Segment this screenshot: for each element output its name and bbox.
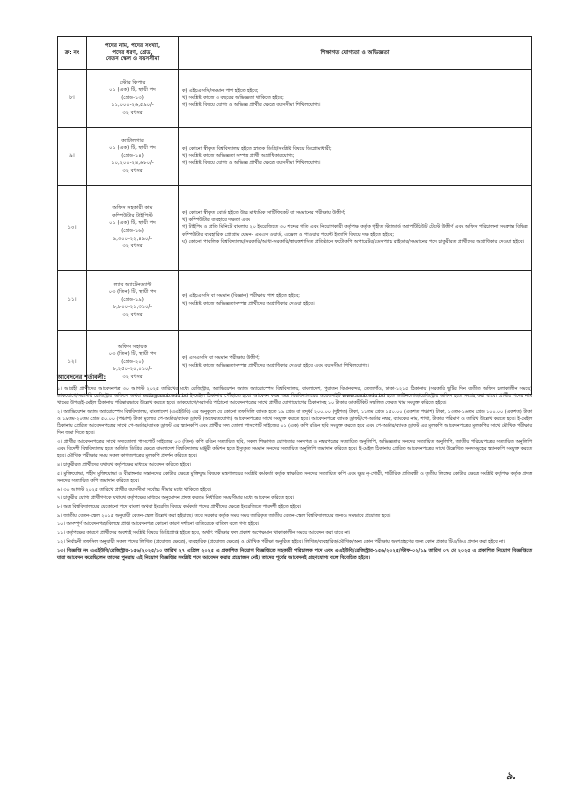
qualification-item: খ) সংশ্লিষ্ট কাজে অভিজ্ঞতাসম্পন্ন প্রার্থীদের অগ্রাধিকার দেওয়া হইবে এবং বয়সসীমা শিথিলযোগ্য।: [182, 362, 369, 369]
qualification-item: গ) টাইপিং ও প্রতি মিনিটে বাংলায় ২০ ইংরেজিতে ৩০ শব্দের গতি এবং নিয়োগকারী কর্তৃপক্ষ কর্তৃক গৃহীত স্ট্যান্ডার্ড অ্যাপটিচিউট টেস্টে উত্তীর্ণ এবং অফিস পরিচালনা সংক্রান্ত বিভিন্ন কম্পিউটার ব্যবহারিক প্রোগ্রাম যেমন- এমএস ওয়ার্ড, এক্সেল ও পাওয়ার পয়েন্ট ইত্যাদি বিষয়ে দক্ষ হইতে হইবে;: [182, 224, 528, 238]
post-name: ক্যাটালগার: [121, 137, 144, 144]
terms-title: আবেদনের শর্তাবলী:: [57, 374, 107, 381]
qualification-cell: [179, 186, 532, 271]
serial-cell: ৮।: [58, 70, 87, 128]
post-count: ০১ (এক) টি, স্থায়ী পদ: [109, 87, 156, 94]
post-name: স্টোর কিপার: [119, 79, 146, 86]
post-name-line2: কম্পিউটার টাইপিস্ট: [112, 212, 153, 219]
post-name: অফিস সহকারী কাম: [112, 205, 153, 212]
qualification-item: খ) সংশ্লিষ্ট কাজে ৩ বছরের অভিজ্ঞতা থাকিতে হইবে;: [182, 94, 284, 101]
term-item: ৬। ৩০ আগস্ট ২০২৫ তারিখে প্রার্থীর বয়সসীমা সর্বোচ্চ সীমার মধ্যে থাকিতে হইবে।: [57, 487, 212, 493]
post-name: ল্যাব অ্যাটেনড্যান্ট: [113, 281, 152, 288]
posts-table: [57, 36, 532, 395]
term-item: ১২। নির্বাচনী তফসিল অনুযায়ী সকল পদের লিখিত (প্রযোজ্য ক্ষেত্রে), ব্যবহারিক (প্রযোজ্য ক্ষেত্রে) ও মৌখিক পরীক্ষা অনুষ্ঠিত হইবে। লিখিত/ব্যবহারিক/মৌখিক/অন্য কোন পরীক্ষায় অংশগ্রহণের জন্য কোন প্রকার টিএ/ডিএ প্রদান করা হইবে না।: [57, 539, 506, 545]
post-grade: (গ্রেড-১৩): [121, 94, 144, 101]
post-count: ০১ (এক) টি, স্থায়ী পদ: [109, 145, 156, 152]
term-item: ৮। অত্র বিশ্ববিদ্যালয়ের যেকোনো পদে বাংলা অথবা ইংরেজি বিষয়ে কর্মকর্তা পদের প্রার্থীদের ক্ষেত্রে ইংরেজিতে পারদর্শী হইতে হইবে।: [57, 505, 302, 511]
serial-cell: ১২।: [58, 331, 87, 395]
qualification-cell: [179, 128, 532, 186]
application-terms: [57, 372, 532, 564]
qualification-cell: [179, 271, 532, 331]
qualification-item: ক) কোনো স্বীকৃত বিশ্ববিদ্যালয় হইতে স্নাতক ডিগ্রি/সংশ্লিষ্ট বিষয়ে ডিপ্লোমাধারী;: [182, 145, 332, 152]
term-item: ৩। প্রার্থীর আবেদনপত্রের সাথে সদ্যতোলা পাসপোর্ট সাইজের ০৩ (তিন) কপি রঙিন সত্যায়িত ছবি, সকল শিক্ষাগত যোগ্যতার সনদপত্র ও নম্বরপত্রের সত্যায়িত অনুলিপি, অভিজ্ঞতার সনদের সত্যায়িত অনুলিপি, জাতীয় পরিচয়পত্রের সত্যায়িত অনুলিপি এবং বিদেশী বিশ্ববিদ্যালয় হতে অর্জিত ডিগ্রির ক্ষেত্রে বাংলাদেশ বিশ্ববিদ্যালয় মঞ্জুরী কমিশন হতে ইস্যুকৃত সমমান সনদের সত্যায়িত অনুলিপি জমাদান করিতে হবে। ই-মেইল ঠিকানায় প্রেরিত আবেদনপত্রের সাথে উল্লেখিত সনদসমূহের স্ক্যানকপি সংযুক্ত করতে হবে। মৌখিক পরীক্ষার সময় সকল কাগজপত্রের মূলকপি প্রদর্শন করিতে হবে।: [57, 440, 532, 460]
post-grade: (গ্রেড-১৬): [121, 228, 144, 234]
header-post: [87, 37, 179, 70]
post-name: অফিস সহায়ক: [117, 343, 148, 350]
post-age: ৩২ বৎসর: [122, 311, 143, 318]
serial-cell: ৯।: [58, 128, 87, 186]
qualification-item: ক) এইচএসসি বা সমমান (বিজ্ঞান) পরীক্ষায় পাশ হইতে হইবে;: [182, 293, 300, 300]
post-scale: ৮,২৫০-২০,০১০/-: [112, 366, 153, 373]
header-serial: ক্র: নং: [58, 37, 87, 70]
post-scale: ১০,২০০-২৪,৬৮০/-: [111, 160, 154, 167]
post-cell: [87, 128, 179, 186]
term-item: ৪। চাকুরীরত প্রার্থীদের যথাযথ কর্তৃপক্ষের মাধ্যমে আবেদন করিতে হইবে।: [57, 463, 192, 469]
term-item: ২। অ্যাভিয়েশন অ্যান্ড অ্যারোস্পেস বিশ্ববিদ্যালয়, বাংলাদেশ (এএইউবি) এর অনুকূলে যে কোনো তফসিলি ব্যাংক হতে ১৯ গ্রেড বা তদূর্ধ্ব ২০০.০০ (দুইশত) টাকা, ১১তম গ্রেড ১৫০.০০ (একশত পঞ্চাশ) টাকা, ১৩তম-১৬তম গ্রেড ১০০.০০ (একশত) টাকা ও ১৯তম-২০তম গ্রেড ৫০.০০ (পঞ্চাশ) টাকা মূল্যের পে-অর্ডার/ব্যাংক ড্রাফট (অফেরতযোগ্য) আবেদনপত্রের সাথে সংযুক্ত করতে হবে। আবেদনপত্রে ব্যাংক ড্রাফট/পে-অর্ডার নম্বর, ব্যাংকের নাম, শাখা, টাকার পরিমাণ ও তারিখ উল্লেখ করতে হবে। ই-মেইল ঠিকানায় প্রেরিত আবেদনপত্রের সাথে পে-অর্ডার/ব্যাংক ড্রাফট এর স্ক্যানকপি এবং প্রার্থীর সদ্য তোলা পাসপোর্ট সাইজের ০১ (এক) কপি রঙিন ছবি সংযুক্ত করতে হবে এবং পে-অর্ডার/ব্যাংক ড্রাফট এর মূলকপি আবেদনপত্রের মূলকপির সাথে মৌখিক পরীক্ষার দিন জমা দিতে হবে।: [57, 409, 532, 437]
header-post-line: বেতন স্কেল ও বয়সসীমা: [105, 56, 160, 63]
post-grade: (গ্রেড-১৯): [121, 296, 144, 303]
post-scale: ৮,৮০০-২১,৩১০/-: [112, 304, 153, 311]
term-item: ৭। চাকুরীর যোগ্য প্রার্থীগণকে যথাযথ কর্তৃপক্ষের মাধ্যমে অনুমোদন প্রদত্ত করতঃ নির্ধারিত সময়সীমার মধ্যে আবেদন করিতে হবে।: [57, 496, 295, 502]
post-grade: (গ্রেড-২০): [121, 358, 144, 365]
post-age: ৩২ বৎসর: [122, 373, 143, 380]
post-age: ৩২ বৎসর: [122, 243, 143, 250]
post-scale: ৯,৩০০-২২,৪৯০/-: [112, 235, 153, 242]
post-age: ৩২ বৎসর: [122, 167, 143, 174]
qualification-item: ক) এসএসসি বা সমমান পরীক্ষায় উত্তীর্ণ;: [182, 355, 260, 362]
header-post-line: পদের ধরণ, গ্রেড,: [112, 49, 153, 56]
post-scale: ১১,০০০-২৬,৫৯০/-: [111, 102, 154, 109]
qualification-item: খ) কম্পিউটার ব্যবহারে দক্ষতা এবং: [182, 217, 251, 224]
post-count: ০৩ (তিন) টি, স্থায়ী পদ: [108, 351, 157, 358]
qualification-item: ক) কোনো স্বীকৃত বোর্ড হইতে উচ্চ মাধ্যমিক সার্টিফিকেট বা সমমানের পরীক্ষায় উত্তীর্ণ;: [182, 210, 346, 217]
qualification-item: গ) সংশ্লিষ্ট বিষয়ে যোগ্য ও অভিজ্ঞ প্রার্থীর ক্ষেত্রে বয়সসীমা শিথিলযোগ্য।: [182, 102, 321, 109]
qualification-item: গ) সংশ্লিষ্ট বিষয়ে যোগ্য ও অভিজ্ঞ প্রার্থীর ক্ষেত্রে বয়সসীমা শিথিলযোগ্য।: [182, 160, 321, 167]
post-count: ০১ (এক) টি, স্থায়ী পদ: [109, 220, 156, 227]
table-row: [58, 186, 532, 271]
notice-paragraph: ১৩। বিজ্ঞপ্তি নং এএইউবি/রেজিস্ট্রার-১৫৬/২০২৫/১০ তারিখ ২৭ এপ্রিল ২০২৫ এ প্রকাশিত নিয়োগ বিজ্ঞপ্তিতে সহকারী পরিচালক পদে এবং এএইউবি/রেজিস্ট্রার-১৫৬/২০২৫/স্টাফ-০২/১৯ তারিখ ০৭ মে ২০২৫ এ প্রকাশিত নিয়োগ বিজ্ঞপ্তিতে যারা আবেদন করেছিলেন তাদের পুনরায় এই নিয়োগ বিজ্ঞপ্তির সংশ্লিষ্ট পদে আবেদন করার প্রয়োজন নেই। তাদের পূর্বের আবেদনই গ্রহণযোগ্য বলে বিবেচিত হইবে।: [57, 547, 532, 561]
term-item: ৯। জাতীয় বেতন-স্কেল ২০১৫ অনুযায়ী বেতন-স্কেল উল্লেখ করা হইয়াছে। তবে সরকার কর্তৃক সময় সময় জারিকৃত জাতীয় বেতন-স্কেল বিশ্ববিদ্যালয়ের জন্যও সমভাবে প্রযোজ্য হবে।: [57, 513, 391, 519]
term-item: ১। আগ্রহী প্রার্থীদের আবেদনপত্র ৩০ আগস্ট ২০২৫ তারিখের মধ্যে রেজিস্ট্রার, অ্যাভিয়েশন অ্যান্ড অ্যারোস্পেস বিশ্ববিদ্যালয়, বাংলাদেশ, পুরাতন বিমানবন্দর, তেজগাঁও, ঢাকা-১২১৫ ঠিকানায় (সরকারি ছুটির দিন ব্যতীত অফিস চলাকালীন সময়ে) ডাকযোগে/সরাসরি রেজিস্ট্রার অফিসে অথবা estb@aaub.edu.bd ই-মেইল ঠিকানায় পৌঁছাতে হবে। আবেদন ফরম অত্র বিশ্ববিদ্যালয়ের ওয়েবসাইট www.aaub.edu.bd হতে ডাউনলোড/রেজিস্ট্রার অফিস হতে সংগ্রহ করা যাবে। প্রার্থীর পদের নাম খামের উপর/ই-মেইল ঠিকানায় পরিষ্কারভাবে উল্লেখ করতে হবে। ডাকযোগে/সরাসরি পাঠানো আবেদনপত্রের সাথে প্রার্থীর যোগাযোগের ঠিকানাসহ ১০ টাকার ডাকটিকিট সম্বলিত ফেরত খাম সংযুক্ত করিতে হইবে।: [57, 387, 532, 407]
serial-cell: ১০।: [58, 186, 87, 271]
serial-cell: ১১।: [58, 271, 87, 331]
term-item: ১১। কর্তৃপক্ষের কারণে প্রার্থীদের অবশ্যই সংশ্লিষ্ট বিষয়ে ডিগ্রিপ্রাপ্ত হইতে হবে, অর্থাৎ পরীক্ষার ফল প্রকাশ অপেক্ষমান থাকাকালীন সময়ে আবেদন করা যাবে না।: [57, 531, 351, 537]
term-item: ১০। অসম্পূর্ণ আবেদনপত্র/বিলম্বে প্রাপ্ত আবেদনপত্র কোনো কারণ দর্শানো ব্যতিরেকে বাতিল বলে গণ্য হইবে।: [57, 522, 260, 528]
post-count: ০৩ (তিন) টি, স্থায়ী পদ: [108, 289, 157, 296]
term-item: ৫। মুক্তিযোদ্ধা, শহীদ মুক্তিযোদ্ধা ও বীরাঙ্গনার সন্তানদের কোটার ক্ষেত্রে মুক্তিযুদ্ধ বিষয়ক মন্ত্রণালয়ের সংশ্লিষ্ট কর্মকর্তা কর্তৃক স্বাক্ষরিত সনদের সত্যায়িত কপি এবং ক্ষুদ্র নৃ-গোষ্ঠী, শারীরিক প্রতিবন্ধী ও তৃতীয় লিঙ্গের কোটার ক্ষেত্রে সংশ্লিষ্ট কর্তৃপক্ষ কর্তৃক প্রদত্ত সনদের সত্যায়িত কপি জমাদান করিতে হবে।: [57, 471, 532, 484]
header-qualification: শিক্ষাগত যোগ্যতা ও অভিজ্ঞতা: [179, 37, 532, 70]
qualification-item: ক) এইচএসসি/সমমান পাশ হইতে হইবে;: [182, 87, 259, 94]
qualification-item: খ) সংশ্লিষ্ট কাজে অভিজ্ঞতাসম্পন্ন প্রার্থীদের অগ্রাধিকার দেওয়া হইবে।: [182, 300, 315, 307]
table-row: [58, 128, 532, 186]
signature: ৯.: [506, 771, 517, 782]
qualification-item: ঘ) কোনো পাবলিক বিশ্ববিদ্যালয়/সরকারি/আধা-সরকারি/স্বায়ত্তশাসিত প্রতিষ্ঠানে ফটোকপি অপারেটর/ডেসপ্যাচ রাইডার/সমমানের পদে চাকুরীরত প্রার্থীদের অগ্রাধিকার দেওয়া হইবে।: [182, 238, 525, 245]
post-cell: [87, 70, 179, 128]
post-cell: [87, 186, 179, 271]
post-cell: [87, 271, 179, 331]
qualification-item: খ) সংশ্লিষ্ট কাজে অভিজ্ঞতা সম্পন্ন প্রার্থী অগ্রাধিকারযোগ্য;: [182, 152, 295, 159]
table-row: [58, 70, 532, 128]
table-row: [58, 271, 532, 331]
table-header-row: [58, 37, 532, 70]
post-age: ৩২ বৎসর: [122, 109, 143, 116]
header-post-line: পদের নাম, পদের সংখ্যা,: [104, 42, 161, 49]
post-grade: (গ্রেড-১৪): [121, 152, 144, 159]
qualification-cell: [179, 70, 532, 128]
